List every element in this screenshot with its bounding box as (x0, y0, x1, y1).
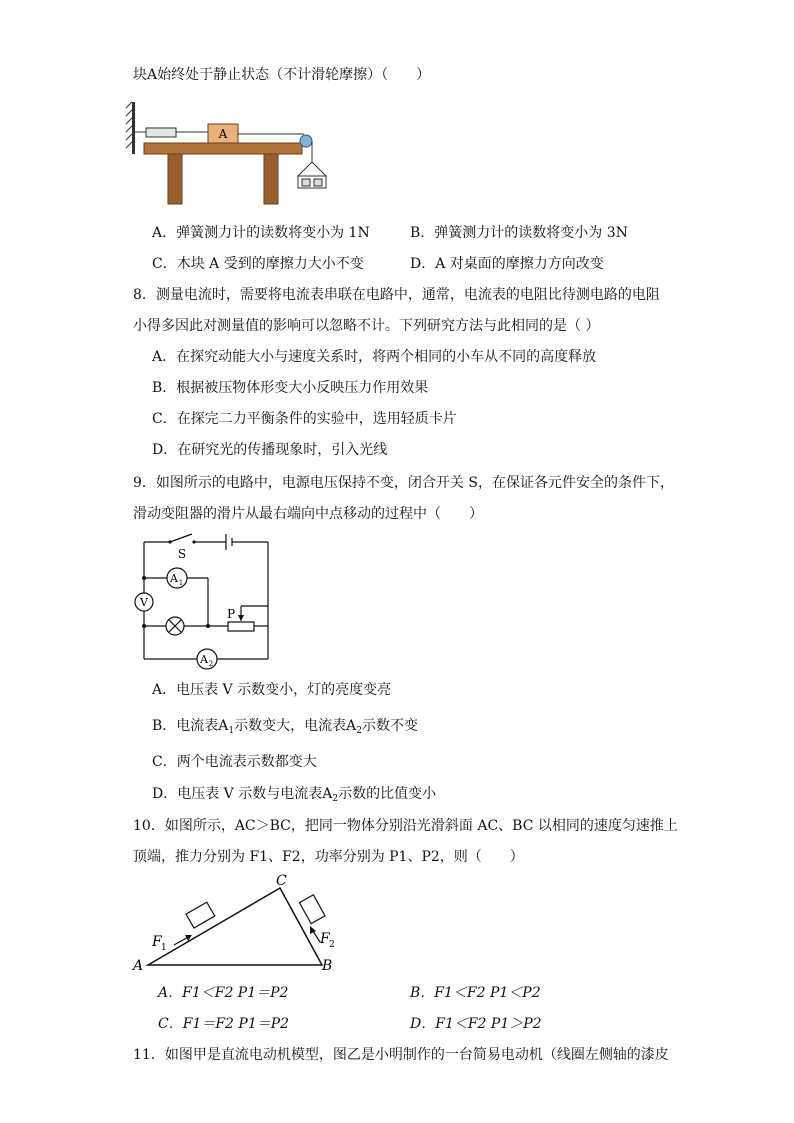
triangle (148, 888, 322, 965)
spring-scale (146, 128, 176, 137)
q7-stem-tail: 块A始终处于静止状态（不计滑轮摩擦）（ ） (133, 67, 431, 83)
svg-text:C: C (276, 873, 287, 889)
q9-stem-line2: 滑动变阻器的滑片从最右端向中点移动的过程中（ ） (133, 506, 483, 522)
svg-text:1: 1 (161, 943, 167, 953)
rheostat (228, 622, 254, 631)
q8-option-d: D．在研究光的传播现象时，引入光线 (152, 442, 388, 458)
q10-option-a: A．F1＜F2 P1＝P2 (158, 985, 289, 1001)
table-leg (264, 154, 278, 204)
q8-option-c: C．在探完二力平衡条件的实验中，选用轻质卡片 (152, 411, 457, 427)
wall (132, 102, 135, 154)
table-leg (168, 154, 182, 204)
slider-arrow (238, 615, 244, 621)
pulley (300, 135, 312, 147)
q10-stem-line1: 10．如图所示，AC＞BC，把同一物体分别沿光滑斜面 AC、BC 以相同的速度匀速推上 (133, 818, 678, 834)
slider-label: P (226, 607, 236, 621)
block-right (299, 895, 325, 924)
q10-option-c: C．F1＝F2 P1＝P2 (158, 1016, 290, 1032)
q9-option-b: B．电流表$A_1$示数变大，电流表$A_2$示数不变 (152, 718, 419, 736)
svg-text:V: V (140, 596, 148, 609)
q8-stem-line2: 小得多因此对测量值的影响可以忽略不计。下列研究方法与此相同的是（ ） (133, 318, 600, 334)
q9-option-a: A．电压表 V 示数变小，灯的亮度变亮 (152, 682, 392, 698)
q8-stem-line1: 8．测量电流时，需要将电流表串联在电路中，通常，电流表的电阻比待测电路的电阻 (133, 287, 660, 303)
q7-option-b: B．弹簧测力计的读数将变小为 3N (410, 225, 628, 241)
switch-blade (170, 534, 192, 542)
q7-friction-figure (126, 100, 341, 208)
svg-text:A: A (170, 572, 178, 585)
q8-option-a: A．在探究动能大小与速度关系时，将两个相同的小车从不同的高度释放 (152, 349, 597, 365)
q8-option-b: B．根据被压物体形变大小反映压力作用效果 (152, 380, 429, 396)
q9-stem-line1: 9．如图所示的电路中，电源电压保持不变，闭合开关 S，在保证各元件安全的条件下， (133, 475, 674, 491)
q11-stem-line1: 11．如图甲是直流电动机模型，图乙是小明制作的一台简易电动机（线圈左侧轴的漆皮 (133, 1047, 669, 1063)
svg-text:F: F (320, 931, 330, 947)
q9-circuit-figure (130, 530, 275, 670)
wall-hatching (126, 102, 132, 148)
q7-option-d: D．A 对桌面的摩擦力方向改变 (410, 256, 604, 272)
block-left (186, 902, 215, 928)
svg-text:B: B (322, 958, 333, 974)
svg-text:A: A (200, 653, 208, 666)
svg-text:F: F (152, 934, 162, 950)
q7-option-a: A．弹簧测力计的读数将变小为 1N (152, 225, 370, 241)
svg-text:2: 2 (329, 940, 335, 950)
switch-label: S (177, 547, 187, 561)
svg-text:2: 2 (208, 660, 214, 668)
q9-option-d: D．电压表 V 示数与电流表$A_2$示数的比值变小 (152, 786, 437, 804)
q10-option-b: B．F1＜F2 P1＜P2 (410, 985, 541, 1001)
block-a-label: A (218, 127, 228, 141)
q10-incline-figure (130, 870, 345, 978)
q10-option-d: D．F1＜F2 P1＞P2 (410, 1016, 542, 1032)
table-top (144, 143, 302, 154)
q10-stem-line2: 顶端，推力分别为 F1、F2，功率分别为 P1、P2，则（ ） (133, 849, 524, 865)
q7-option-c: C．木块 A 受到的摩擦力大小不变 (152, 256, 364, 272)
svg-text:1: 1 (178, 579, 184, 587)
svg-text:A: A (133, 958, 144, 974)
q9-option-c: C．两个电流表示数都变大 (152, 754, 317, 770)
